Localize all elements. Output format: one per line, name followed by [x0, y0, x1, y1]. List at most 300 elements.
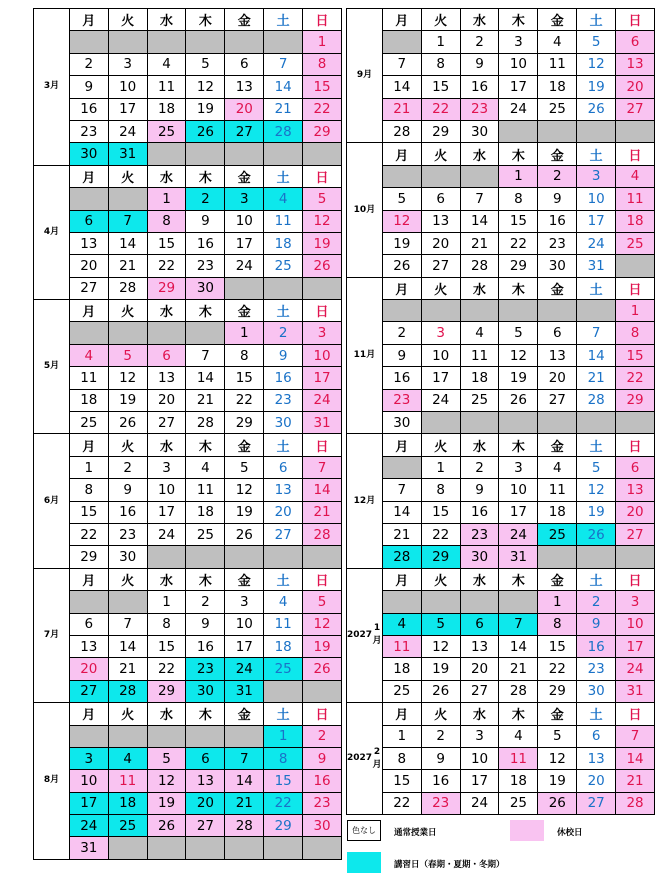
day-cell: 20 [186, 792, 225, 814]
day-cell: 15 [421, 501, 460, 523]
month-block [347, 703, 654, 814]
week-row [383, 120, 654, 142]
week-row [70, 53, 341, 75]
day-cell: 9 [577, 613, 616, 635]
week-row [383, 613, 654, 635]
weekday-header: 金 [538, 9, 577, 31]
day-cell: 25 [460, 389, 499, 411]
day-cell: 3 [577, 165, 616, 187]
empty-day-cell [186, 546, 225, 568]
day-cell: 19 [538, 770, 577, 792]
day-cell: 7 [383, 479, 421, 501]
day-cell: 22 [70, 523, 108, 545]
day-cell: 11 [186, 479, 225, 501]
weekday-header: 月 [383, 434, 421, 456]
empty-day-cell [186, 322, 225, 344]
day-cell: 31 [499, 546, 538, 568]
day-cell: 21 [460, 232, 499, 254]
empty-day-cell [538, 300, 577, 322]
weekday-header: 木 [186, 434, 225, 456]
day-cell: 5 [303, 591, 341, 613]
day-cell: 8 [70, 479, 108, 501]
empty-day-cell [70, 591, 108, 613]
day-cell: 8 [538, 613, 577, 635]
week-row [383, 523, 654, 545]
weekday-header: 日 [303, 703, 341, 725]
month-grid [383, 143, 654, 276]
day-cell: 2 [460, 31, 499, 53]
weekday-header: 土 [264, 9, 303, 31]
empty-day-cell [147, 546, 186, 568]
weekday-header: 木 [499, 143, 538, 165]
day-cell: 6 [264, 456, 303, 478]
calendar-right-column [346, 8, 655, 815]
day-cell: 4 [460, 322, 499, 344]
legend-lecture-swatch [347, 852, 381, 873]
week-row [383, 344, 654, 366]
day-cell: 27 [70, 680, 108, 702]
empty-day-cell [225, 837, 264, 859]
day-cell: 6 [616, 31, 654, 53]
month-grid [70, 569, 341, 702]
day-cell: 18 [538, 76, 577, 98]
weekday-header: 水 [460, 9, 499, 31]
week-row [70, 815, 341, 837]
weekday-header-row [70, 434, 341, 456]
day-cell: 4 [70, 344, 108, 366]
weekday-header: 金 [538, 434, 577, 456]
weekday-header: 金 [538, 278, 577, 300]
week-row [70, 76, 341, 98]
weekday-header: 土 [577, 569, 616, 591]
empty-day-cell [577, 120, 616, 142]
day-cell: 25 [383, 680, 421, 702]
day-cell: 9 [264, 344, 303, 366]
month-block [34, 166, 341, 300]
weekday-header: 木 [186, 703, 225, 725]
weekday-header: 土 [264, 300, 303, 322]
weekday-header: 土 [264, 569, 303, 591]
weekday-header: 日 [616, 143, 654, 165]
day-cell: 15 [616, 344, 654, 366]
month-label [347, 569, 383, 702]
calendar-left-column [33, 8, 342, 860]
day-cell: 28 [186, 412, 225, 434]
day-cell: 8 [147, 210, 186, 232]
month-grid [383, 434, 654, 567]
day-cell: 31 [225, 680, 264, 702]
day-cell: 20 [577, 770, 616, 792]
empty-day-cell [303, 837, 341, 859]
weekday-header: 木 [499, 434, 538, 456]
weekday-header: 火 [108, 9, 147, 31]
day-cell: 28 [383, 120, 421, 142]
legend-holiday-swatch [510, 820, 544, 841]
weekday-header: 水 [147, 434, 186, 456]
day-cell: 12 [538, 747, 577, 769]
empty-day-cell [225, 31, 264, 53]
month-label-line: 2月 [372, 746, 382, 770]
day-cell: 18 [70, 389, 108, 411]
day-cell: 11 [538, 53, 577, 75]
week-row [383, 98, 654, 120]
empty-day-cell [225, 725, 264, 747]
month-label [34, 434, 70, 567]
empty-day-cell [499, 120, 538, 142]
weekday-header: 土 [577, 143, 616, 165]
day-cell: 11 [460, 344, 499, 366]
day-cell: 1 [421, 31, 460, 53]
day-cell: 4 [186, 456, 225, 478]
day-cell: 4 [538, 31, 577, 53]
week-row [70, 725, 341, 747]
month-label-line: 2027 [347, 629, 373, 640]
day-cell: 27 [577, 792, 616, 814]
empty-day-cell [225, 143, 264, 165]
day-cell: 21 [108, 255, 147, 277]
weekday-header: 金 [225, 703, 264, 725]
day-cell: 21 [616, 770, 654, 792]
weekday-header: 火 [108, 569, 147, 591]
day-cell: 28 [577, 389, 616, 411]
weekday-header: 水 [460, 143, 499, 165]
day-cell: 27 [616, 523, 654, 545]
day-cell: 8 [225, 344, 264, 366]
day-cell: 28 [616, 792, 654, 814]
week-row [383, 591, 654, 613]
day-cell: 13 [460, 635, 499, 657]
day-cell: 13 [225, 76, 264, 98]
day-cell: 15 [147, 232, 186, 254]
day-cell: 12 [147, 770, 186, 792]
day-cell: 12 [577, 53, 616, 75]
empty-day-cell [383, 456, 421, 478]
empty-day-cell [421, 165, 460, 187]
week-row [70, 770, 341, 792]
month-grid [70, 166, 341, 299]
day-cell: 29 [538, 680, 577, 702]
month-label-line: 6月 [43, 495, 60, 506]
empty-day-cell [616, 255, 654, 277]
day-cell: 13 [70, 232, 108, 254]
day-cell: 16 [186, 232, 225, 254]
weekday-header-row [70, 166, 341, 188]
weekday-header: 水 [147, 9, 186, 31]
day-cell: 7 [460, 188, 499, 210]
day-cell: 14 [577, 344, 616, 366]
day-cell: 25 [186, 523, 225, 545]
day-cell: 15 [264, 770, 303, 792]
day-cell: 23 [186, 658, 225, 680]
day-cell: 16 [538, 210, 577, 232]
day-cell: 10 [225, 210, 264, 232]
day-cell: 14 [460, 210, 499, 232]
day-cell: 2 [383, 322, 421, 344]
day-cell: 14 [186, 367, 225, 389]
week-row [70, 412, 341, 434]
day-cell: 12 [499, 344, 538, 366]
day-cell: 19 [383, 232, 421, 254]
day-cell: 6 [577, 725, 616, 747]
day-cell: 17 [616, 635, 654, 657]
month-label [34, 569, 70, 702]
day-cell: 17 [303, 367, 341, 389]
day-cell: 7 [577, 322, 616, 344]
day-cell: 3 [421, 322, 460, 344]
day-cell: 15 [383, 770, 421, 792]
day-cell: 22 [421, 523, 460, 545]
month-block [34, 703, 341, 859]
weekday-header: 木 [186, 9, 225, 31]
day-cell: 29 [70, 546, 108, 568]
day-cell: 10 [499, 53, 538, 75]
day-cell: 15 [303, 76, 341, 98]
day-cell: 28 [225, 815, 264, 837]
day-cell: 27 [225, 120, 264, 142]
day-cell: 10 [499, 479, 538, 501]
weekday-header: 土 [264, 434, 303, 456]
day-cell: 16 [303, 770, 341, 792]
month-label [347, 143, 383, 276]
day-cell: 23 [108, 523, 147, 545]
day-cell: 25 [616, 232, 654, 254]
day-cell: 21 [499, 658, 538, 680]
day-cell: 9 [383, 344, 421, 366]
empty-day-cell [538, 546, 577, 568]
week-row [383, 255, 654, 277]
week-row [70, 322, 341, 344]
day-cell: 3 [147, 456, 186, 478]
empty-day-cell [225, 277, 264, 299]
day-cell: 3 [225, 188, 264, 210]
day-cell: 4 [538, 456, 577, 478]
empty-day-cell [225, 546, 264, 568]
day-cell: 1 [147, 591, 186, 613]
day-cell: 28 [264, 120, 303, 142]
day-cell: 12 [383, 210, 421, 232]
day-cell: 26 [383, 255, 421, 277]
day-cell: 9 [460, 479, 499, 501]
day-cell: 8 [303, 53, 341, 75]
weekday-header-row [383, 278, 654, 300]
day-cell: 21 [303, 501, 341, 523]
month-label-line: 11月 [353, 350, 376, 361]
day-cell: 28 [499, 680, 538, 702]
month-label-line: 3月 [43, 81, 60, 92]
week-row [70, 837, 341, 859]
day-cell: 1 [264, 725, 303, 747]
day-cell: 5 [421, 613, 460, 635]
empty-day-cell [421, 412, 460, 434]
weekday-header: 月 [70, 9, 108, 31]
day-cell: 29 [147, 680, 186, 702]
day-cell: 6 [616, 456, 654, 478]
day-cell: 27 [538, 389, 577, 411]
week-row [70, 367, 341, 389]
day-cell: 29 [264, 815, 303, 837]
month-label [34, 300, 70, 433]
weekday-header: 日 [616, 569, 654, 591]
day-cell: 10 [460, 747, 499, 769]
legend-none-swatch [347, 820, 381, 841]
day-cell: 26 [577, 98, 616, 120]
day-cell: 18 [499, 770, 538, 792]
day-cell: 18 [108, 792, 147, 814]
week-row [383, 300, 654, 322]
empty-day-cell [538, 120, 577, 142]
day-cell: 20 [70, 658, 108, 680]
day-cell: 3 [616, 591, 654, 613]
empty-day-cell [616, 120, 654, 142]
month-label-line: 9月 [356, 70, 373, 81]
weekday-header: 水 [147, 569, 186, 591]
month-block [347, 278, 654, 435]
day-cell: 5 [186, 53, 225, 75]
day-cell: 4 [499, 725, 538, 747]
day-cell: 30 [460, 120, 499, 142]
month-label [34, 9, 70, 165]
week-row [383, 232, 654, 254]
weekday-header-row [383, 143, 654, 165]
empty-day-cell [147, 31, 186, 53]
day-cell: 29 [499, 255, 538, 277]
weekday-header: 水 [460, 569, 499, 591]
empty-day-cell [264, 837, 303, 859]
day-cell: 30 [186, 680, 225, 702]
day-cell: 14 [616, 747, 654, 769]
empty-day-cell [577, 300, 616, 322]
day-cell: 13 [538, 344, 577, 366]
day-cell: 11 [108, 770, 147, 792]
day-cell: 7 [264, 53, 303, 75]
week-row [70, 31, 341, 53]
day-cell: 4 [108, 747, 147, 769]
weekday-header: 土 [577, 434, 616, 456]
day-cell: 29 [303, 120, 341, 142]
day-cell: 13 [616, 479, 654, 501]
day-cell: 25 [264, 255, 303, 277]
week-row [383, 635, 654, 657]
day-cell: 8 [421, 479, 460, 501]
week-row [383, 658, 654, 680]
day-cell: 11 [538, 479, 577, 501]
day-cell: 6 [225, 53, 264, 75]
day-cell: 21 [108, 658, 147, 680]
day-cell: 21 [383, 523, 421, 545]
month-label [347, 703, 383, 814]
day-cell: 11 [616, 188, 654, 210]
week-row [70, 456, 341, 478]
weekday-header: 木 [499, 569, 538, 591]
weekday-header-row [383, 434, 654, 456]
week-row [383, 76, 654, 98]
legend-holiday-label: 休校日 [557, 828, 583, 838]
day-cell: 17 [70, 792, 108, 814]
week-row [383, 770, 654, 792]
month-label-line: 7月 [43, 629, 60, 640]
day-cell: 23 [70, 120, 108, 142]
month-block [34, 434, 341, 568]
day-cell: 10 [577, 188, 616, 210]
day-cell: 25 [499, 792, 538, 814]
day-cell: 1 [70, 456, 108, 478]
weekday-header: 木 [186, 569, 225, 591]
empty-day-cell [303, 546, 341, 568]
day-cell: 14 [499, 635, 538, 657]
week-row [383, 747, 654, 769]
day-cell: 26 [499, 389, 538, 411]
day-cell: 30 [70, 143, 108, 165]
weekday-header: 月 [70, 434, 108, 456]
empty-day-cell [538, 412, 577, 434]
week-row [70, 210, 341, 232]
day-cell: 13 [147, 367, 186, 389]
empty-day-cell [499, 300, 538, 322]
day-cell: 8 [383, 747, 421, 769]
day-cell: 16 [186, 635, 225, 657]
day-cell: 27 [421, 255, 460, 277]
day-cell: 10 [421, 344, 460, 366]
month-grid [383, 278, 654, 434]
day-cell: 29 [225, 412, 264, 434]
weekday-header: 火 [421, 9, 460, 31]
weekday-header: 日 [616, 434, 654, 456]
empty-day-cell [460, 165, 499, 187]
empty-day-cell [383, 300, 421, 322]
day-cell: 24 [460, 792, 499, 814]
day-cell: 2 [577, 591, 616, 613]
day-cell: 31 [108, 143, 147, 165]
weekday-header: 月 [70, 703, 108, 725]
weekday-header: 日 [303, 166, 341, 188]
day-cell: 22 [616, 367, 654, 389]
day-cell: 12 [186, 76, 225, 98]
day-cell: 19 [147, 792, 186, 814]
day-cell: 20 [616, 501, 654, 523]
day-cell: 19 [108, 389, 147, 411]
weekday-header-row [70, 300, 341, 322]
weekday-header: 月 [383, 9, 421, 31]
week-row [70, 344, 341, 366]
day-cell: 14 [383, 76, 421, 98]
day-cell: 26 [186, 120, 225, 142]
day-cell: 27 [147, 412, 186, 434]
weekday-header: 月 [70, 300, 108, 322]
weekday-header-row [70, 703, 341, 725]
day-cell: 17 [225, 635, 264, 657]
weekday-header: 火 [108, 300, 147, 322]
week-row [383, 165, 654, 187]
week-row [383, 456, 654, 478]
empty-day-cell [303, 680, 341, 702]
week-row [70, 255, 341, 277]
weekday-header: 金 [538, 703, 577, 725]
day-cell: 9 [303, 747, 341, 769]
day-cell: 3 [108, 53, 147, 75]
empty-day-cell [108, 31, 147, 53]
empty-day-cell [264, 31, 303, 53]
day-cell: 14 [303, 479, 341, 501]
week-row [70, 546, 341, 568]
day-cell: 8 [147, 613, 186, 635]
day-cell: 2 [538, 165, 577, 187]
day-cell: 18 [264, 635, 303, 657]
empty-day-cell [70, 322, 108, 344]
month-grid [383, 569, 654, 702]
day-cell: 5 [499, 322, 538, 344]
day-cell: 26 [303, 255, 341, 277]
weekday-header: 木 [499, 278, 538, 300]
